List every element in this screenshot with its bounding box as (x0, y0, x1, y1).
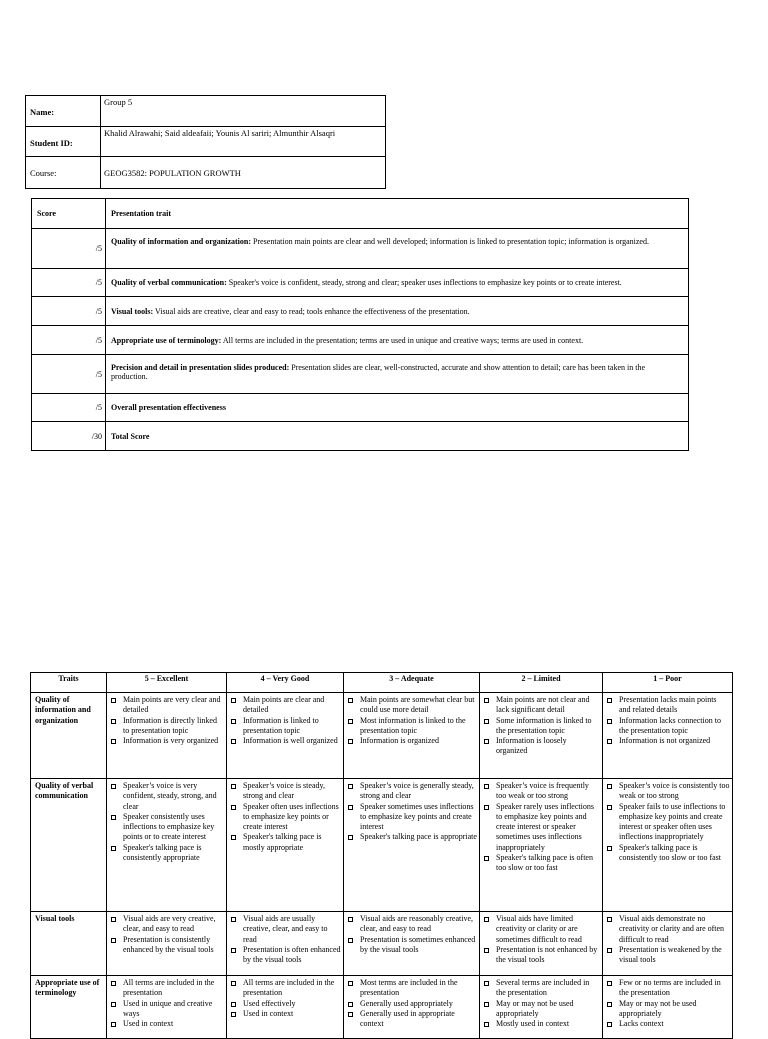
trait-description: Presentation slides are clear, well-constructed, accurate and show attention to detail; care has been taken in the production. (111, 363, 646, 381)
criteria-item: Information is not organized (606, 736, 730, 746)
criteria-item: Speaker’s voice is very confident, steady, strong, and clear (110, 781, 224, 812)
score-cell: /5 (32, 326, 106, 355)
criteria-item: Presentation is not enhanced by the visual tools (483, 945, 600, 966)
score-table (31, 198, 689, 451)
criteria-item: Speaker's talking pace is consistently too slow or too fast (606, 843, 730, 864)
criteria-item: All terms are included in the presentation (110, 978, 224, 999)
rubric-level-cell (603, 912, 733, 976)
criteria-item: Main points are very clear and detailed (110, 695, 224, 716)
criteria-item: Used in context (230, 1009, 341, 1019)
criteria-item: Speaker’s voice is consistently too weak or too strong (606, 781, 730, 802)
score-table-header (32, 199, 689, 229)
criteria-item: Used effectively (230, 999, 341, 1009)
criteria-item: Speaker's talking pace is consistently appropriate (110, 843, 224, 864)
criteria-item: Main points are not clear and lack significant detail (483, 695, 600, 716)
criteria-list (483, 781, 600, 874)
rubric-header-traits: Traits (31, 673, 107, 693)
criteria-item: Speaker consistently uses inflections to emphasize key points or to create interest (110, 812, 224, 843)
criteria-item: Visual aids demonstrate no creativity or clarity and are often difficult to read (606, 914, 730, 945)
info-row-name (26, 96, 386, 127)
criteria-list (347, 695, 477, 746)
criteria-item: Several terms are included in the presentation (483, 978, 600, 999)
criteria-item: Speaker’s voice is generally steady, strong and clear (347, 781, 477, 802)
trait-description: Presentation main points are clear and well developed; information is linked to presentation topic; information is organized. (251, 237, 649, 246)
info-row-student-id (26, 127, 386, 157)
rubric-trait-cell: Quality of information and organization (31, 693, 107, 779)
rubric-table (30, 672, 733, 1039)
criteria-list (347, 914, 477, 955)
total-score-cell: /30 (32, 422, 106, 451)
criteria-item: Information is organized (347, 736, 477, 746)
criteria-list (230, 695, 341, 746)
rubric-level-cell (227, 779, 344, 912)
criteria-item: Speaker's talking pace is appropriate (347, 832, 477, 842)
rubric-level-cell (480, 912, 603, 976)
criteria-item: Presentation is weakened by the visual tools (606, 945, 730, 966)
criteria-item: Information lacks connection to the presentation topic (606, 716, 730, 737)
criteria-list (347, 978, 477, 1029)
criteria-item: Speaker rarely uses inflections to emphasize key points and create interest or speaker sometimes uses inflections inappropriately (483, 802, 600, 853)
criteria-item: Generally used in appropriate context (347, 1009, 477, 1030)
score-cell: /5 (32, 229, 106, 269)
course-label: Course: (26, 157, 101, 189)
criteria-item: Information is directly linked to presentation topic (110, 716, 224, 737)
rubric-level-cell (107, 912, 227, 976)
rubric-header-very-good: 4 – Very Good (227, 673, 344, 693)
rubric-trait-cell: Appropriate use of terminology (31, 976, 107, 1039)
criteria-item: Speaker's talking pace is often too slow or too fast (483, 853, 600, 874)
rubric-row (31, 912, 733, 976)
trait-cell (106, 355, 689, 394)
student-id-value: Khalid Alrawahi; Said aldeafaii; Younis Al sariri; Almunthir Alsaqri (101, 127, 386, 157)
criteria-item: Used in unique and creative ways (110, 999, 224, 1020)
criteria-list (606, 781, 730, 863)
score-row (32, 269, 689, 297)
criteria-list (110, 695, 224, 746)
rubric-row (31, 693, 733, 779)
criteria-item: Presentation is consistently enhanced by the visual tools (110, 935, 224, 956)
score-cell: /5 (32, 394, 106, 422)
score-header: Score (32, 199, 106, 229)
score-cell: /5 (32, 355, 106, 394)
criteria-item: Speaker fails to use inflections to emphasize key points and create interest or speaker often uses inflections inappropriately (606, 802, 730, 843)
rubric-level-cell (227, 976, 344, 1039)
criteria-list (483, 914, 600, 965)
criteria-item: Information is well organized (230, 736, 341, 746)
criteria-list (606, 695, 730, 746)
criteria-item: Used in context (110, 1019, 224, 1029)
score-row (32, 297, 689, 326)
criteria-list (483, 978, 600, 1029)
trait-description: Visual aids are creative, clear and easy to read; tools enhance the effectiveness of the presentation. (153, 306, 470, 316)
trait-title: Total Score (111, 431, 150, 441)
info-row-course (26, 157, 386, 189)
rubric-level-cell (344, 693, 480, 779)
criteria-item: Presentation is often enhanced by the visual tools (230, 945, 341, 966)
name-value: Group 5 (101, 96, 386, 127)
trait-cell (106, 269, 689, 297)
criteria-item: May or may not be used appropriately (606, 999, 730, 1020)
score-row (32, 394, 689, 422)
criteria-item: Information is loosely organized (483, 736, 600, 757)
criteria-list (110, 914, 224, 955)
criteria-item: May or may not be used appropriately (483, 999, 600, 1020)
score-row (32, 355, 689, 394)
score-cell: /5 (32, 269, 106, 297)
criteria-item: Most terms are included in the presentation (347, 978, 477, 999)
criteria-list (230, 914, 341, 965)
trait-cell (106, 394, 689, 422)
criteria-item: All terms are included in the presentation (230, 978, 341, 999)
rubric-header-excellent: 5 – Excellent (107, 673, 227, 693)
rubric-level-cell (480, 779, 603, 912)
total-score-row (32, 422, 689, 451)
rubric-level-cell (107, 976, 227, 1039)
rubric-header-adequate: 3 – Adequate (344, 673, 480, 693)
trait-title: Precision and detail in presentation slides produced: (111, 363, 290, 372)
trait-description: Speaker's voice is confident, steady, strong and clear; speaker uses inflections to emphasize key points or to create interest. (226, 278, 622, 287)
criteria-item: Speaker's talking pace is mostly appropriate (230, 832, 341, 853)
rubric-body (31, 693, 733, 1039)
rubric-header-row (31, 673, 733, 693)
criteria-item: Few or no terms are included in the presentation (606, 978, 730, 999)
rubric-level-cell (344, 912, 480, 976)
criteria-list (230, 978, 341, 1019)
student-info-table (25, 95, 386, 189)
criteria-item: Lacks context (606, 1019, 730, 1029)
student-id-label: Student ID: (26, 127, 101, 157)
criteria-list (230, 781, 341, 853)
criteria-item: Speaker often uses inflections to emphasize key points or create interest (230, 802, 341, 833)
trait-title: Appropriate use of terminology: (111, 335, 222, 345)
rubric-row (31, 779, 733, 912)
rubric-level-cell (344, 779, 480, 912)
criteria-list (110, 781, 224, 863)
rubric-level-cell (603, 693, 733, 779)
trait-cell (106, 229, 689, 269)
trait-title: Quality of verbal communication: (111, 278, 227, 287)
rubric-level-cell (480, 976, 603, 1039)
rubric-level-cell (227, 693, 344, 779)
criteria-item: Speaker sometimes uses inflections to emphasize key points and create interest (347, 802, 477, 833)
trait-title: Quality of information and organization: (111, 237, 252, 246)
course-value: GEOG3582: POPULATION GROWTH (101, 157, 386, 189)
rubric-trait-cell: Visual tools (31, 912, 107, 976)
rubric-level-cell (603, 779, 733, 912)
criteria-item: Mostly used in context (483, 1019, 600, 1029)
criteria-item: Most information is linked to the presentation topic (347, 716, 477, 737)
name-label: Name: (26, 96, 101, 127)
rubric-level-cell (603, 976, 733, 1039)
score-row (32, 326, 689, 355)
criteria-item: Information is linked to presentation topic (230, 716, 341, 737)
rubric-level-cell (227, 912, 344, 976)
criteria-item: Main points are somewhat clear but could use more detail (347, 695, 477, 716)
criteria-item: Visual aids are very creative, clear, and easy to read (110, 914, 224, 935)
criteria-item: Information is very organized (110, 736, 224, 746)
criteria-list (483, 695, 600, 757)
criteria-item: Speaker’s voice is frequently too weak or too strong (483, 781, 600, 802)
rubric-level-cell (344, 976, 480, 1039)
criteria-list (606, 978, 730, 1029)
criteria-item: Visual aids have limited creativity or clarity or are sometimes difficult to read (483, 914, 600, 945)
criteria-list (347, 781, 477, 843)
score-row (32, 229, 689, 269)
criteria-item: Presentation is sometimes enhanced by the visual tools (347, 935, 477, 956)
trait-description: All terms are included in the presentation; terms are used in unique and creative ways; terms are used in context. (221, 335, 584, 345)
trait-title: Overall presentation effectiveness (111, 403, 226, 412)
criteria-item: Some information is linked to the presentation topic (483, 716, 600, 737)
rubric-header-limited: 2 – Limited (480, 673, 603, 693)
criteria-item: Presentation lacks main points and related details (606, 695, 730, 716)
trait-header: Presentation trait (106, 199, 689, 229)
rubric-level-cell (107, 779, 227, 912)
criteria-item: Visual aids are usually creative, clear, and easy to read (230, 914, 341, 945)
criteria-item: Generally used appropriately (347, 999, 477, 1009)
score-cell: /5 (32, 297, 106, 326)
rubric-trait-cell: Quality of verbal communication (31, 779, 107, 912)
criteria-item: Speaker’s voice is steady, strong and clear (230, 781, 341, 802)
rubric-level-cell (107, 693, 227, 779)
trait-cell (106, 326, 689, 355)
criteria-list (110, 978, 224, 1029)
trait-title: Visual tools: (111, 306, 154, 316)
rubric-header-poor: 1 – Poor (603, 673, 733, 693)
rubric-row (31, 976, 733, 1039)
rubric-level-cell (480, 693, 603, 779)
criteria-list (606, 914, 730, 965)
criteria-item: Main points are clear and detailed (230, 695, 341, 716)
criteria-item: Visual aids are reasonably creative, clear, and easy to read (347, 914, 477, 935)
trait-cell (106, 422, 689, 451)
trait-cell (106, 297, 689, 326)
